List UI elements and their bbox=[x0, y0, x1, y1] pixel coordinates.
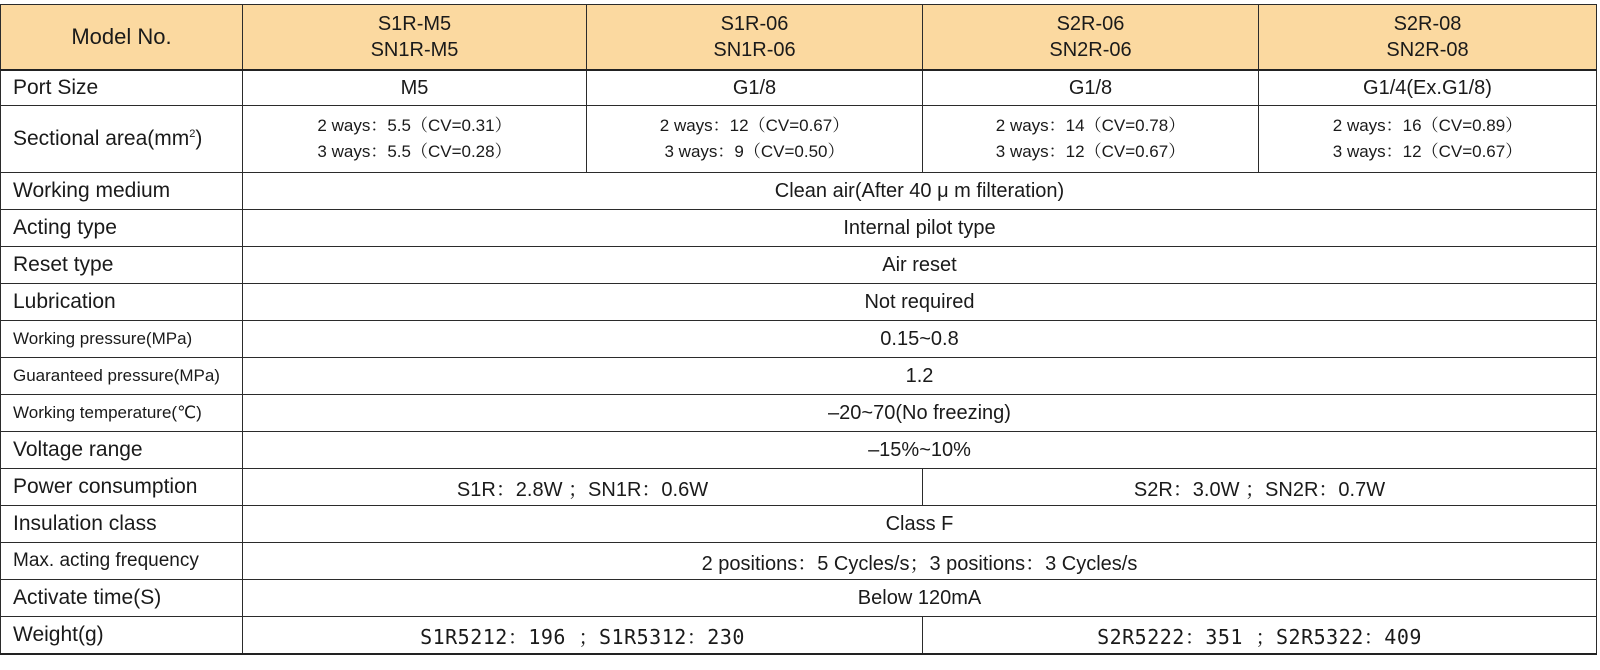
sectional-area-line: 3 ways：5.5（CV=0.28） bbox=[317, 142, 512, 161]
model-cell bbox=[1259, 5, 1597, 71]
model-name: S2R-08 bbox=[1393, 13, 1462, 35]
model-cell bbox=[587, 5, 923, 71]
model-cell bbox=[923, 5, 1259, 71]
sectional-area-line: 2 ways：14（CV=0.78） bbox=[995, 116, 1186, 135]
port-size-value: M5 bbox=[243, 70, 587, 106]
model-name: SN1R-M5 bbox=[370, 39, 459, 61]
reset-type-value: Air reset bbox=[243, 247, 1597, 284]
sectional-area-cell bbox=[587, 106, 923, 173]
row-label: Port Size bbox=[1, 70, 243, 106]
table-row bbox=[1, 284, 1597, 321]
row-label: Power consumption bbox=[1, 469, 243, 506]
row-label: Lubrication bbox=[1, 284, 243, 321]
activate-time-value: Below 120mA bbox=[243, 580, 1597, 617]
sectional-area-cell bbox=[923, 106, 1259, 173]
row-label: Voltage range bbox=[1, 432, 243, 469]
table-row bbox=[1, 580, 1597, 617]
row-label: Working medium bbox=[1, 173, 243, 210]
table-row bbox=[1, 247, 1597, 284]
row-label: Weight(g) bbox=[1, 617, 243, 655]
row-label: Reset type bbox=[1, 247, 243, 284]
power-consumption-s2r: S2R：3.0W ；SN2R：0.7W bbox=[923, 469, 1597, 506]
model-name: SN1R-06 bbox=[713, 39, 796, 61]
superscript-2: 2 bbox=[189, 128, 196, 140]
model-name: S1R-06 bbox=[720, 13, 789, 35]
sectional-area-line: 3 ways：12（CV=0.67） bbox=[995, 142, 1186, 161]
row-label: Guaranteed pressure(MPa) bbox=[1, 358, 243, 395]
sectional-area-line: 3 ways：12（CV=0.67） bbox=[1332, 142, 1523, 161]
table-row bbox=[1, 395, 1597, 432]
row-label: Activate time(S) bbox=[1, 580, 243, 617]
model-cell bbox=[243, 5, 587, 71]
row-label: Max. acting frequency bbox=[1, 543, 243, 580]
row-label bbox=[1, 106, 243, 173]
sectional-area-label: Sectional area(mm bbox=[13, 127, 190, 150]
label-close-paren: ) bbox=[195, 127, 203, 150]
model-name: S1R-M5 bbox=[377, 13, 452, 35]
sectional-area-line: 2 ways：12（CV=0.67） bbox=[659, 116, 850, 135]
spec-table bbox=[0, 4, 1597, 655]
table-row bbox=[1, 70, 1597, 106]
port-size-value: G1/4(Ex.G1/8) bbox=[1259, 70, 1597, 106]
guaranteed-pressure-value: 1.2 bbox=[243, 358, 1597, 395]
weight-s1r: S1R5212：196 ；S1R5312：230 bbox=[243, 617, 923, 655]
table-row bbox=[1, 210, 1597, 247]
working-temperature-value: –20~70(No freezing) bbox=[243, 395, 1597, 432]
model-name: SN2R-08 bbox=[1386, 39, 1469, 61]
sectional-area-line: 2 ways：16（CV=0.89） bbox=[1332, 116, 1523, 135]
row-label: Working pressure(MPa) bbox=[1, 321, 243, 358]
model-no-label: Model No. bbox=[1, 5, 243, 71]
table-row bbox=[1, 173, 1597, 210]
model-name: S2R-06 bbox=[1056, 13, 1125, 35]
table-row bbox=[1, 617, 1597, 655]
port-size-value: G1/8 bbox=[923, 70, 1259, 106]
working-medium-value: Clean air(After 40 μ m filteration) bbox=[243, 173, 1597, 210]
table-row bbox=[1, 432, 1597, 469]
table-row bbox=[1, 506, 1597, 543]
row-label: Insulation class bbox=[1, 506, 243, 543]
row-label: Acting type bbox=[1, 210, 243, 247]
voltage-range-value: –15%~10% bbox=[243, 432, 1597, 469]
spec-table-container bbox=[0, 4, 1596, 655]
header-row bbox=[1, 5, 1597, 71]
table-row bbox=[1, 358, 1597, 395]
insulation-class-value: Class F bbox=[243, 506, 1597, 543]
model-name: SN2R-06 bbox=[1049, 39, 1132, 61]
lubrication-value: Not required bbox=[243, 284, 1597, 321]
power-consumption-s1r: S1R：2.8W ；SN1R：0.6W bbox=[243, 469, 923, 506]
acting-type-value: Internal pilot type bbox=[243, 210, 1597, 247]
table-row bbox=[1, 321, 1597, 358]
table-row bbox=[1, 106, 1597, 173]
row-label: Working temperature(℃) bbox=[1, 395, 243, 432]
working-pressure-value: 0.15~0.8 bbox=[243, 321, 1597, 358]
sectional-area-cell bbox=[1259, 106, 1597, 173]
sectional-area-cell bbox=[243, 106, 587, 173]
sectional-area-line: 2 ways：5.5（CV=0.31） bbox=[317, 116, 512, 135]
sectional-area-line: 3 ways：9（CV=0.50） bbox=[664, 142, 845, 161]
table-row bbox=[1, 469, 1597, 506]
port-size-value: G1/8 bbox=[587, 70, 923, 106]
weight-s2r: S2R5222：351 ；S2R5322：409 bbox=[923, 617, 1597, 655]
table-row bbox=[1, 543, 1597, 580]
max-acting-frequency-value: 2 positions：5 Cycles/s；3 positions：3 Cycles/s bbox=[243, 543, 1597, 580]
